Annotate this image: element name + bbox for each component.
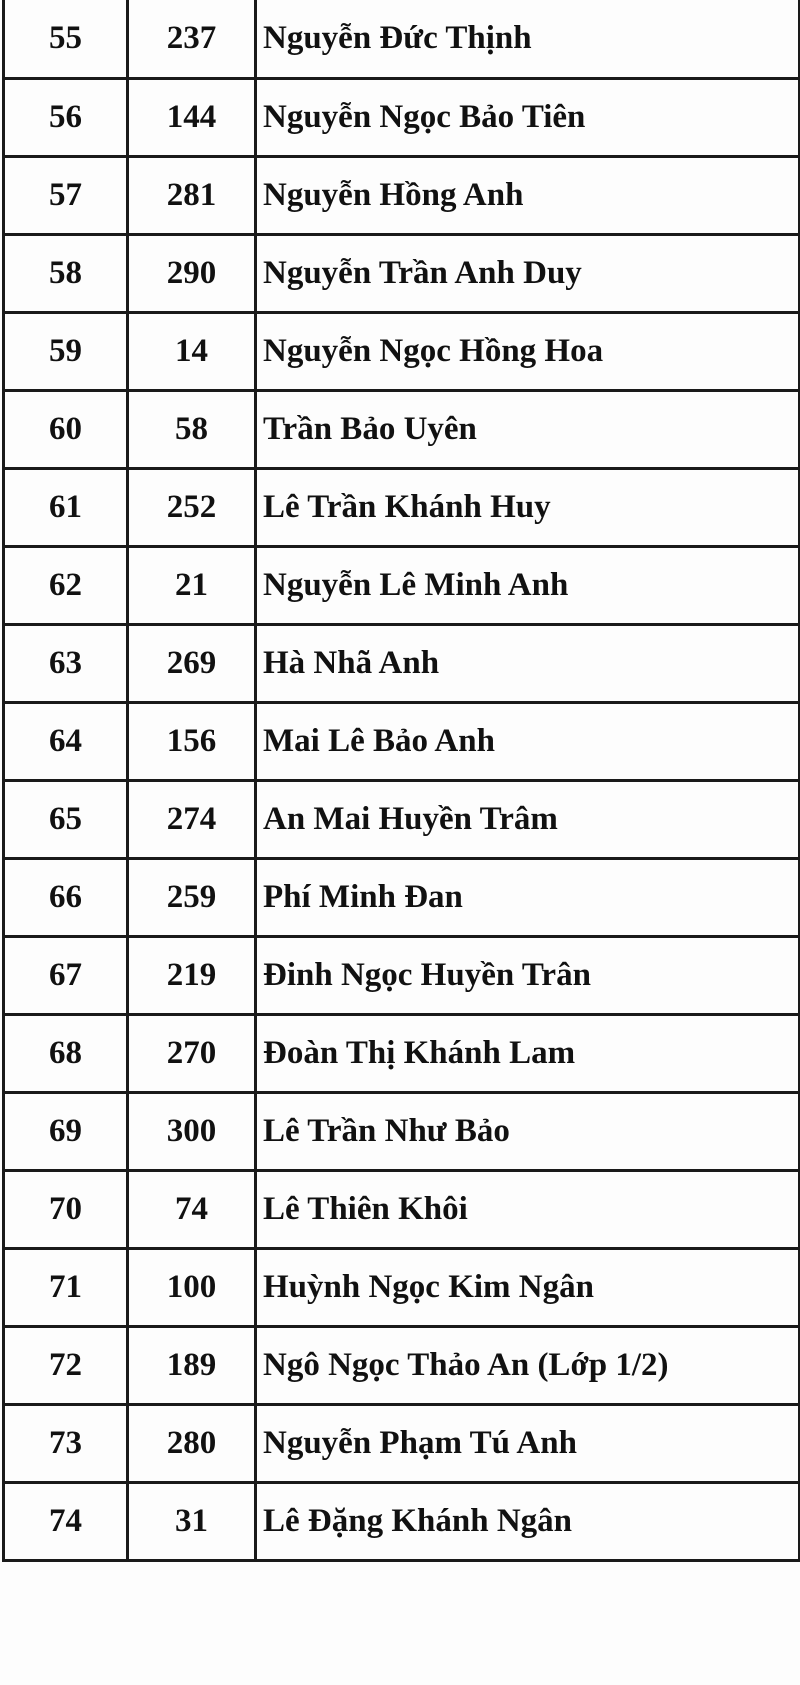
table-row bbox=[4, 234, 800, 312]
table-row bbox=[4, 0, 800, 78]
candidate-number-cell: 269 bbox=[128, 624, 256, 702]
table-row bbox=[4, 546, 800, 624]
row-index-cell: 68 bbox=[4, 1014, 128, 1092]
student-name-cell: Nguyễn Ngọc Hồng Hoa bbox=[256, 312, 800, 390]
student-roster-table bbox=[2, 0, 800, 1562]
student-name-cell: Trần Bảo Uyên bbox=[256, 390, 800, 468]
candidate-number-cell: 219 bbox=[128, 936, 256, 1014]
student-name-cell: Nguyễn Đức Thịnh bbox=[256, 0, 800, 78]
row-index-cell: 70 bbox=[4, 1170, 128, 1248]
table-row bbox=[4, 1248, 800, 1326]
table-row bbox=[4, 780, 800, 858]
row-index-cell: 67 bbox=[4, 936, 128, 1014]
roster-body bbox=[4, 0, 800, 1560]
student-name-cell: Lê Thiên Khôi bbox=[256, 1170, 800, 1248]
candidate-number-cell: 189 bbox=[128, 1326, 256, 1404]
table-row bbox=[4, 1014, 800, 1092]
table-row bbox=[4, 936, 800, 1014]
row-index-cell: 62 bbox=[4, 546, 128, 624]
row-index-cell: 72 bbox=[4, 1326, 128, 1404]
candidate-number-cell: 144 bbox=[128, 78, 256, 156]
table-row bbox=[4, 1404, 800, 1482]
student-name-cell: Ngô Ngọc Thảo An (Lớp 1/2) bbox=[256, 1326, 800, 1404]
row-index-cell: 66 bbox=[4, 858, 128, 936]
row-index-cell: 63 bbox=[4, 624, 128, 702]
row-index-cell: 71 bbox=[4, 1248, 128, 1326]
table-row bbox=[4, 390, 800, 468]
student-name-cell: Lê Trần Như Bảo bbox=[256, 1092, 800, 1170]
row-index-cell: 74 bbox=[4, 1482, 128, 1560]
table-row bbox=[4, 1326, 800, 1404]
table-row bbox=[4, 156, 800, 234]
candidate-number-cell: 58 bbox=[128, 390, 256, 468]
student-name-cell: Hà Nhã Anh bbox=[256, 624, 800, 702]
row-index-cell: 73 bbox=[4, 1404, 128, 1482]
candidate-number-cell: 31 bbox=[128, 1482, 256, 1560]
candidate-number-cell: 21 bbox=[128, 546, 256, 624]
row-index-cell: 56 bbox=[4, 78, 128, 156]
candidate-number-cell: 274 bbox=[128, 780, 256, 858]
student-name-cell: Đinh Ngọc Huyền Trân bbox=[256, 936, 800, 1014]
table-row bbox=[4, 468, 800, 546]
row-index-cell: 58 bbox=[4, 234, 128, 312]
table-row bbox=[4, 1092, 800, 1170]
student-name-cell: An Mai Huyền Trâm bbox=[256, 780, 800, 858]
student-name-cell: Lê Trần Khánh Huy bbox=[256, 468, 800, 546]
table-row bbox=[4, 858, 800, 936]
row-index-cell: 57 bbox=[4, 156, 128, 234]
table-row bbox=[4, 702, 800, 780]
candidate-number-cell: 14 bbox=[128, 312, 256, 390]
candidate-number-cell: 156 bbox=[128, 702, 256, 780]
row-index-cell: 65 bbox=[4, 780, 128, 858]
student-name-cell: Nguyễn Phạm Tú Anh bbox=[256, 1404, 800, 1482]
student-name-cell: Lê Đặng Khánh Ngân bbox=[256, 1482, 800, 1560]
table-row bbox=[4, 312, 800, 390]
student-name-cell: Nguyễn Lê Minh Anh bbox=[256, 546, 800, 624]
table-row bbox=[4, 1482, 800, 1560]
candidate-number-cell: 259 bbox=[128, 858, 256, 936]
student-name-cell: Mai Lê Bảo Anh bbox=[256, 702, 800, 780]
candidate-number-cell: 281 bbox=[128, 156, 256, 234]
candidate-number-cell: 290 bbox=[128, 234, 256, 312]
student-name-cell: Nguyễn Ngọc Bảo Tiên bbox=[256, 78, 800, 156]
student-name-cell: Đoàn Thị Khánh Lam bbox=[256, 1014, 800, 1092]
student-name-cell: Nguyễn Hồng Anh bbox=[256, 156, 800, 234]
student-name-cell: Huỳnh Ngọc Kim Ngân bbox=[256, 1248, 800, 1326]
row-index-cell: 60 bbox=[4, 390, 128, 468]
row-index-cell: 55 bbox=[4, 0, 128, 78]
candidate-number-cell: 252 bbox=[128, 468, 256, 546]
candidate-number-cell: 237 bbox=[128, 0, 256, 78]
candidate-number-cell: 74 bbox=[128, 1170, 256, 1248]
candidate-number-cell: 100 bbox=[128, 1248, 256, 1326]
student-name-cell: Nguyễn Trần Anh Duy bbox=[256, 234, 800, 312]
table-row bbox=[4, 78, 800, 156]
table-row bbox=[4, 1170, 800, 1248]
table-row bbox=[4, 624, 800, 702]
student-name-cell: Phí Minh Đan bbox=[256, 858, 800, 936]
candidate-number-cell: 280 bbox=[128, 1404, 256, 1482]
row-index-cell: 69 bbox=[4, 1092, 128, 1170]
row-index-cell: 61 bbox=[4, 468, 128, 546]
candidate-number-cell: 300 bbox=[128, 1092, 256, 1170]
candidate-number-cell: 270 bbox=[128, 1014, 256, 1092]
row-index-cell: 64 bbox=[4, 702, 128, 780]
row-index-cell: 59 bbox=[4, 312, 128, 390]
